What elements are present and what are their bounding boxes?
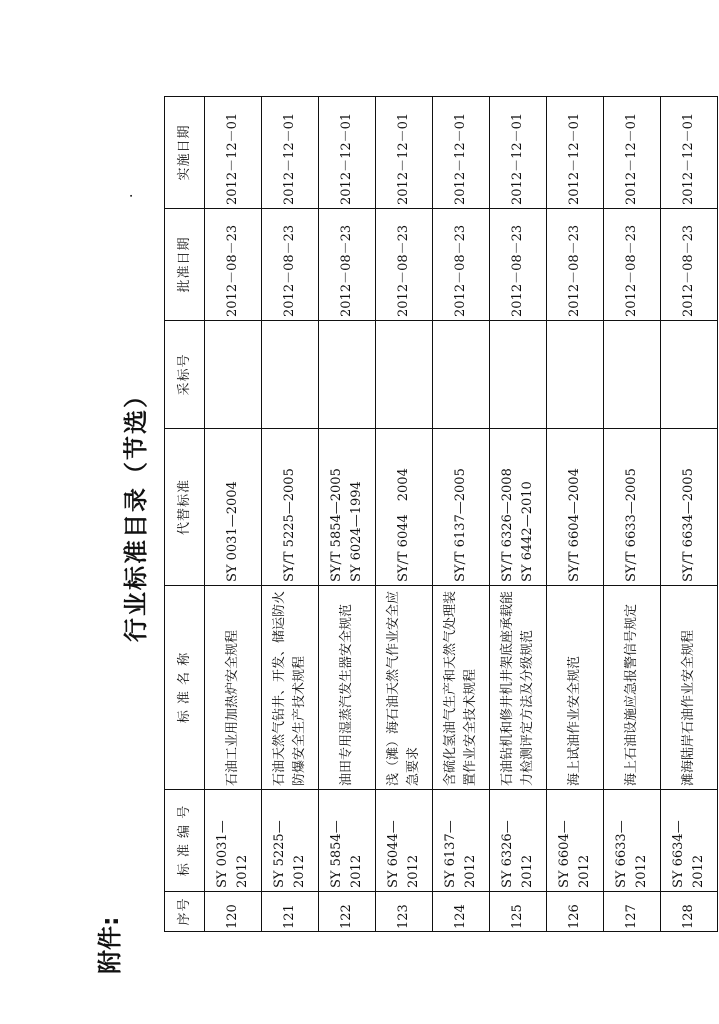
effective-date: 2012－12－01: [262, 97, 319, 209]
standard-name: 海上试油作业安全规范: [547, 586, 604, 790]
replaced-standards: [490, 429, 547, 586]
row-number: 120: [205, 892, 262, 932]
approval-date: 2012－08－23: [661, 209, 718, 321]
replaced-standard-code: SY 6024—1994: [349, 481, 364, 582]
approval-date: 2012－08－23: [205, 209, 262, 321]
replaced-standard-code: SY/T 6634—2005: [681, 468, 696, 582]
replaced-standard-code: SY/T 5225—2005: [282, 468, 297, 582]
row-number: 121: [262, 892, 319, 932]
attachment-label: 附件:: [96, 916, 124, 974]
table-row: [547, 97, 604, 932]
standard-name: 含硫化氢油气生产和天然气处理装置作业安全技术规程: [433, 586, 490, 790]
replaced-standards: [205, 429, 262, 586]
standard-code: SY 6633—2012: [604, 790, 661, 892]
replaced-standard-code: SY/T 5854—2005: [329, 468, 344, 582]
standard-name: 滩海陆岸石油作业安全规程: [661, 586, 718, 790]
replaced-standards: [376, 429, 433, 586]
standard-code: SY 5854—2012: [319, 790, 376, 892]
standard-code: SY 6634—2012: [661, 790, 718, 892]
adoption-number: [319, 321, 376, 429]
effective-date: 2012－12－01: [547, 97, 604, 209]
header-cell: 序号: [165, 892, 205, 932]
standard-code: SY 6326—2012: [490, 790, 547, 892]
approval-date: 2012－08－23: [319, 209, 376, 321]
row-number: 125: [490, 892, 547, 932]
standard-code: SY 5225—2012: [262, 790, 319, 892]
table-header-row: [165, 97, 205, 932]
replaced-standard-code: SY/T 6604—2004: [567, 468, 582, 582]
row-number: 122: [319, 892, 376, 932]
stray-dot: ·: [124, 193, 140, 198]
approval-date: 2012－08－23: [547, 209, 604, 321]
standard-code: SY 0031—2012: [205, 790, 262, 892]
adoption-number: [262, 321, 319, 429]
table-row: [433, 97, 490, 932]
effective-date: 2012－12－01: [376, 97, 433, 209]
approval-date: 2012－08－23: [376, 209, 433, 321]
header-cell: 采标号: [165, 321, 205, 429]
standard-code: SY 6044—2012: [376, 790, 433, 892]
adoption-number: [433, 321, 490, 429]
replaced-standard-code: SY/T 6633—2005: [624, 468, 639, 582]
approval-date: 2012－08－23: [490, 209, 547, 321]
standards-table: [164, 96, 718, 932]
adoption-number: [205, 321, 262, 429]
table-row: [205, 97, 262, 932]
header-cell: 批准日期: [165, 209, 205, 321]
replaced-standards: [319, 429, 376, 586]
effective-date: 2012－12－01: [319, 97, 376, 209]
effective-date: 2012－12－01: [661, 97, 718, 209]
standard-name: 石油天然气钻井、开发、储运防火防爆安全生产技术规程: [262, 586, 319, 790]
adoption-number: [547, 321, 604, 429]
standard-code: SY 6604—2012: [547, 790, 604, 892]
row-number: 126: [547, 892, 604, 932]
effective-date: 2012－12－01: [490, 97, 547, 209]
row-number: 128: [661, 892, 718, 932]
table-row: [604, 97, 661, 932]
header-cell: 标 准 编 号: [165, 790, 205, 892]
effective-date: 2012－12－01: [604, 97, 661, 209]
adoption-number: [661, 321, 718, 429]
standard-name: 浅（滩）海石油天然气作业安全应急要求: [376, 586, 433, 790]
replaced-standards: [604, 429, 661, 586]
header-cell: 代替标准: [165, 429, 205, 586]
replaced-standards: [547, 429, 604, 586]
approval-date: 2012－08－23: [604, 209, 661, 321]
replaced-standard-code: SY/T 6137—2005: [453, 468, 468, 582]
table-row: [319, 97, 376, 932]
row-number: 127: [604, 892, 661, 932]
effective-date: 2012－12－01: [433, 97, 490, 209]
replaced-standard-code: SY 0031—2004: [225, 481, 240, 582]
approval-date: 2012－08－23: [433, 209, 490, 321]
replaced-standards: [433, 429, 490, 586]
table-row: [490, 97, 547, 932]
adoption-number: [490, 321, 547, 429]
approval-date: 2012－08－23: [262, 209, 319, 321]
document-title: 行业标准目录（节选）: [122, 382, 150, 642]
standard-name: 石油工业用加热炉安全规程: [205, 586, 262, 790]
standard-code: SY 6137—2012: [433, 790, 490, 892]
table-row: [262, 97, 319, 932]
header-cell: 标 准 名 称: [165, 586, 205, 790]
adoption-number: [376, 321, 433, 429]
replaced-standards: [262, 429, 319, 586]
header-cell: 实施日期: [165, 97, 205, 209]
replaced-standard-code: SY/T 6044 2004: [396, 468, 411, 582]
standard-name: 石油钻机和修井机井架底座承载能力检测评定方法及分级规范: [490, 586, 547, 790]
standard-name: 油田专用湿蒸汽发生器安全规范: [319, 586, 376, 790]
effective-date: 2012－12－01: [205, 97, 262, 209]
row-number: 123: [376, 892, 433, 932]
standard-name: 海上石油设施应急报警信号规定: [604, 586, 661, 790]
replaced-standard-code: SY/T 6326—2008: [500, 468, 515, 582]
table-row: [661, 97, 718, 932]
replaced-standards: [661, 429, 718, 586]
table-body: [205, 97, 718, 932]
replaced-standard-code: SY 6442—2010: [520, 481, 535, 582]
table-row: [376, 97, 433, 932]
adoption-number: [604, 321, 661, 429]
row-number: 124: [433, 892, 490, 932]
